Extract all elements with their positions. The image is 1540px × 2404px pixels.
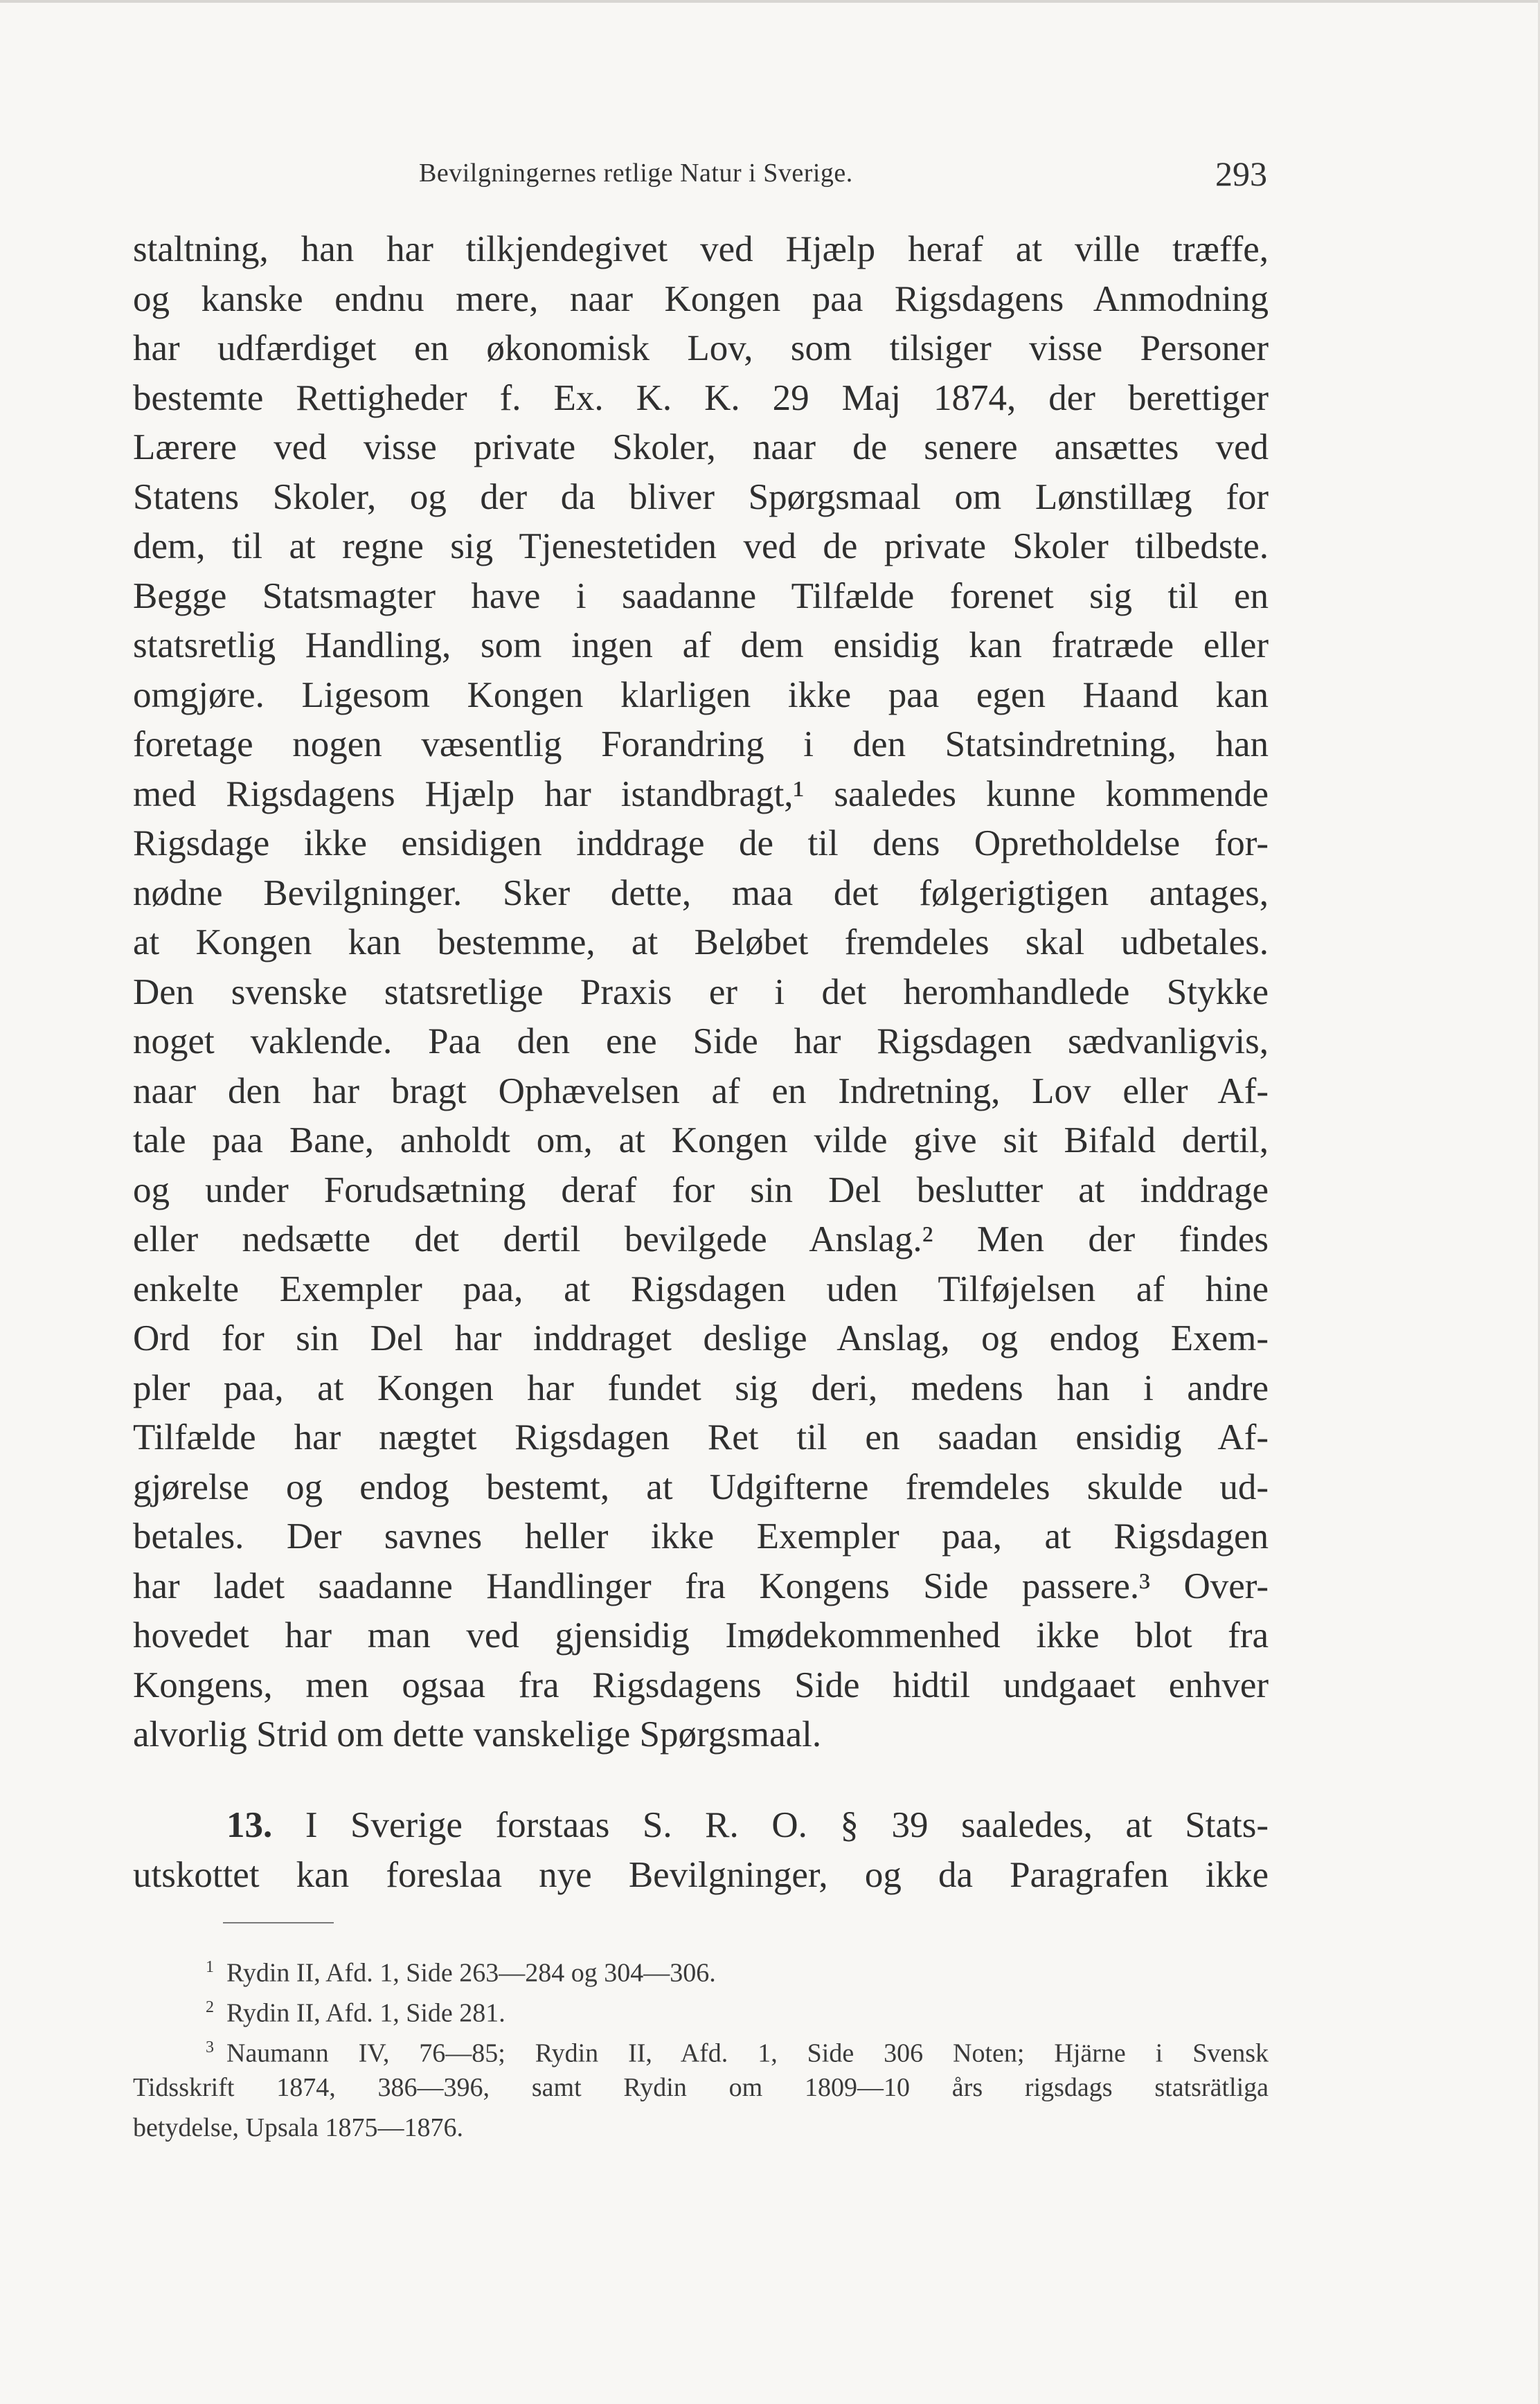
- text-line: Rigsdage ikke ensidigen inddrage de til dens Opretholdelse for-: [133, 823, 1269, 863]
- text-line: dem, til at regne sig Tjenestetiden ved de private Skoler tilbedste.: [133, 526, 1269, 566]
- section-number: 13.: [226, 1805, 273, 1845]
- footnote-text: Rydin II, Afd. 1, Side 281.: [226, 1998, 505, 2028]
- footnote-2: [133, 1987, 1269, 2027]
- text-line: hovedet har man ved gjensidig Imødekommenhed ikke blot fra: [133, 1615, 1269, 1656]
- footnote-mark: 1: [206, 1958, 214, 1976]
- footnote-3-continued: betydelse, Upsala 1875—1876.: [133, 2113, 464, 2142]
- text-line: naar den har bragt Ophævelsen af en Indretning, Lov eller Af-: [133, 1070, 1269, 1111]
- running-head: Bevilgningernes retlige Natur i Sverige.: [419, 159, 853, 188]
- text-line: Ord for sin Del har inddraget deslige Anslag, og endog Exem-: [133, 1318, 1269, 1358]
- page-top-edge: [0, 0, 1540, 3]
- text-line: og kanske endnu mere, naar Kongen paa Rigsdagens Anmodning: [133, 278, 1269, 319]
- text-line: bestemte Rettigheder f. Ex. K. K. 29 Maj 1874, der berettiger: [133, 377, 1269, 418]
- text-line: at Kongen kan bestemme, at Beløbet fremdeles skal udbetales.: [133, 922, 1269, 962]
- text-line: Tilfælde har nægtet Rigsdagen Ret til en saadan ensidig Af-: [133, 1417, 1269, 1457]
- text-line: foretage nogen væsentlig Forandring i den Statsindretning, han: [133, 724, 1269, 764]
- text-line: gjørelse og endog bestemt, at Udgifterne fremdeles skulde ud-: [133, 1466, 1269, 1507]
- footnote-1: [133, 1947, 1269, 1987]
- text-line: pler paa, at Kongen har fundet sig deri, medens han i andre: [133, 1367, 1269, 1408]
- footnote-3: [133, 2027, 1269, 2067]
- text-line: alvorlig Strid om dette vanskelige Spørgsmaal.: [133, 1714, 822, 1755]
- text-line: omgjøre. Ligesom Kongen klarligen ikke paa egen Haand kan: [133, 674, 1269, 715]
- text-line: statsretlig Handling, som ingen af dem ensidig kan fratræde eller: [133, 625, 1269, 665]
- footnote-mark: 2: [206, 1998, 214, 2016]
- footnote-mark: 3: [206, 2038, 214, 2056]
- text-line: nødne Bevilgninger. Sker dette, maa det følgerigtigen antages,: [133, 872, 1269, 913]
- section-first-line: [133, 1800, 1269, 1850]
- text-line: noget vaklende. Paa den ene Side har Rigsdagen sædvanligvis,: [133, 1021, 1269, 1061]
- text-line: enkelte Exempler paa, at Rigsdagen uden Tilføjelsen af hine: [133, 1268, 1269, 1309]
- page-header: [132, 154, 1267, 199]
- main-paragraph: [133, 225, 1269, 1760]
- footnote-divider: [223, 1922, 334, 1923]
- section-line-rest: I Sverige forstaas S. R. O. § 39 saaledes, at Stats-: [305, 1805, 1269, 1845]
- text-line: Statens Skoler, og der da bliver Spørgsmaal om Lønstillæg for: [133, 476, 1269, 517]
- text-line: har ladet saadanne Handlinger fra Kongens Side passere.³ Over-: [133, 1566, 1269, 1606]
- text-line: Den svenske statsretlige Praxis er i det heromhandlede Stykke: [133, 971, 1269, 1012]
- text-line: eller nedsætte det dertil bevilgede Anslag.² Men der findes: [133, 1219, 1269, 1259]
- text-line: Begge Statsmagter have i saadanne Tilfælde forenet sig til en: [133, 575, 1269, 616]
- text-line: tale paa Bane, anholdt om, at Kongen vilde give sit Bifald dertil,: [133, 1120, 1269, 1160]
- text-line: utskottet kan foreslaa nye Bevilgninger, og da Paragrafen ikke: [133, 1855, 1269, 1895]
- text-line: Kongens, men ogsaa fra Rigsdagens Side hidtil undgaaet enhver: [133, 1665, 1269, 1705]
- page-number: 293: [1215, 154, 1267, 193]
- text-line: Lærere ved visse private Skoler, naar de senere ansættes ved: [133, 427, 1269, 467]
- section-paragraph: [133, 1800, 1269, 1900]
- text-line: og under Forudsætning deraf for sin Del beslutter at inddrage: [133, 1169, 1269, 1210]
- text-line: med Rigsdagens Hjælp har istandbragt,¹ saaledes kunne kommende: [133, 773, 1269, 814]
- footnote-text: Rydin II, Afd. 1, Side 263—284 og 304—306.: [226, 1958, 716, 1988]
- footnotes: [133, 1947, 1269, 2148]
- text-line: betales. Der savnes heller ikke Exempler paa, at Rigsdagen: [133, 1516, 1269, 1557]
- text-line: har udfærdiget en økonomisk Lov, som tilsiger visse Personer: [133, 328, 1269, 368]
- footnote-text: Naumann IV, 76—85; Rydin II, Afd. 1, Side 306 Noten; Hjärne i Svensk: [226, 2038, 1269, 2068]
- text-line: staltning, han har tilkjendegivet ved Hjælp heraf at ville træffe,: [133, 229, 1269, 269]
- footnote-3-continued: Tidsskrift 1874, 386—396, samt Rydin om 1809—10 års rigsdags statsrätliga: [133, 2073, 1269, 2102]
